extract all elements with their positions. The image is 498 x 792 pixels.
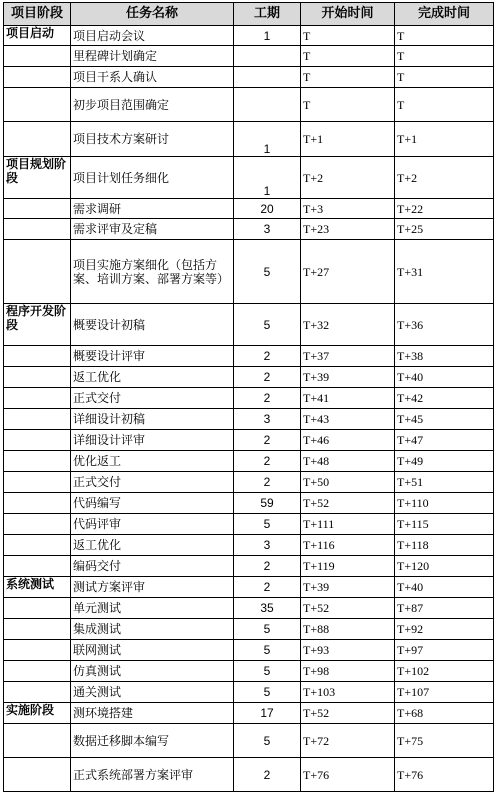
table-row xyxy=(4,661,494,682)
task-cell: 正式交付 xyxy=(71,388,234,409)
end-cell: T+1 xyxy=(395,122,494,157)
table-row xyxy=(4,88,494,122)
duration-cell: 2 xyxy=(234,346,301,367)
phase-cell: 项目启动 xyxy=(4,26,71,46)
end-cell: T+2 xyxy=(395,157,494,199)
start-cell: T+50 xyxy=(301,472,395,493)
task-cell: 代码编写 xyxy=(71,493,234,514)
duration-cell xyxy=(234,88,301,122)
task-cell: 测试方案评审 xyxy=(71,577,234,598)
end-cell: T+25 xyxy=(395,219,494,240)
phase-cell xyxy=(4,219,71,240)
duration-cell: 5 xyxy=(234,640,301,661)
table-row xyxy=(4,619,494,640)
table-row xyxy=(4,703,494,724)
end-cell: T xyxy=(395,88,494,122)
end-cell: T+76 xyxy=(395,758,494,792)
start-cell: T+119 xyxy=(301,556,395,577)
table-row xyxy=(4,472,494,493)
duration-cell xyxy=(234,67,301,88)
duration-cell: 2 xyxy=(234,472,301,493)
table-row xyxy=(4,346,494,367)
task-cell: 项目技术方案研讨 xyxy=(71,122,234,157)
start-cell: T+1 xyxy=(301,122,395,157)
phase-cell xyxy=(4,493,71,514)
task-cell: 项目干系人确认 xyxy=(71,67,234,88)
phase-cell xyxy=(4,430,71,451)
duration-cell: 2 xyxy=(234,758,301,792)
duration-cell: 5 xyxy=(234,724,301,758)
header-row xyxy=(4,3,494,26)
header-duration: 工期 xyxy=(234,3,301,26)
task-cell: 返工优化 xyxy=(71,535,234,556)
task-cell: 数据迁移脚本编写 xyxy=(71,724,234,758)
end-cell: T+36 xyxy=(395,304,494,346)
start-cell: T xyxy=(301,67,395,88)
table-row xyxy=(4,514,494,535)
phase-cell: 实施阶段 xyxy=(4,703,71,724)
phase-cell: 项目规划阶段 xyxy=(4,157,71,199)
duration-cell: 5 xyxy=(234,619,301,640)
table-row xyxy=(4,640,494,661)
duration-cell: 1 xyxy=(234,157,301,199)
start-cell: T+76 xyxy=(301,758,395,792)
task-cell: 概要设计初稿 xyxy=(71,304,234,346)
phase-cell xyxy=(4,367,71,388)
phase-cell xyxy=(4,535,71,556)
table-row xyxy=(4,240,494,304)
duration-cell: 17 xyxy=(234,703,301,724)
duration-cell: 5 xyxy=(234,661,301,682)
task-cell: 详细设计评审 xyxy=(71,430,234,451)
duration-cell: 2 xyxy=(234,451,301,472)
task-cell: 测环境搭建 xyxy=(71,703,234,724)
task-cell: 通关测试 xyxy=(71,682,234,703)
end-cell: T+51 xyxy=(395,472,494,493)
task-cell: 正式系统部署方案评审 xyxy=(71,758,234,792)
table-row xyxy=(4,758,494,792)
header-start: 开始时间 xyxy=(301,3,395,26)
duration-cell: 3 xyxy=(234,409,301,430)
task-cell: 概要设计评审 xyxy=(71,346,234,367)
table-row xyxy=(4,304,494,346)
end-cell: T+47 xyxy=(395,430,494,451)
end-cell: T+87 xyxy=(395,598,494,619)
task-cell: 里程碑计划确定 xyxy=(71,46,234,67)
task-cell: 集成测试 xyxy=(71,619,234,640)
duration-cell: 3 xyxy=(234,219,301,240)
start-cell: T+72 xyxy=(301,724,395,758)
phase-cell xyxy=(4,514,71,535)
start-cell: T+37 xyxy=(301,346,395,367)
table-row xyxy=(4,409,494,430)
table-row xyxy=(4,157,494,199)
header-phase: 项目阶段 xyxy=(4,3,71,26)
start-cell: T+52 xyxy=(301,493,395,514)
table-row xyxy=(4,535,494,556)
phase-cell xyxy=(4,724,71,758)
phase-cell xyxy=(4,199,71,219)
phase-cell xyxy=(4,619,71,640)
end-cell: T+120 xyxy=(395,556,494,577)
start-cell: T+2 xyxy=(301,157,395,199)
end-cell: T+92 xyxy=(395,619,494,640)
start-cell: T+52 xyxy=(301,703,395,724)
start-cell: T+103 xyxy=(301,682,395,703)
table-row xyxy=(4,451,494,472)
phase-cell xyxy=(4,88,71,122)
table-row xyxy=(4,388,494,409)
task-cell: 初步项目范围确定 xyxy=(71,88,234,122)
end-cell: T+102 xyxy=(395,661,494,682)
start-cell: T+3 xyxy=(301,199,395,219)
start-cell: T+27 xyxy=(301,240,395,304)
end-cell: T+68 xyxy=(395,703,494,724)
start-cell: T+39 xyxy=(301,577,395,598)
table-row xyxy=(4,67,494,88)
start-cell: T xyxy=(301,46,395,67)
start-cell: T+93 xyxy=(301,640,395,661)
task-cell: 返工优化 xyxy=(71,367,234,388)
table-row xyxy=(4,598,494,619)
phase-cell xyxy=(4,758,71,792)
duration-cell xyxy=(234,46,301,67)
task-cell: 项目计划任务细化 xyxy=(71,157,234,199)
start-cell: T+116 xyxy=(301,535,395,556)
table-row xyxy=(4,46,494,67)
duration-cell: 2 xyxy=(234,367,301,388)
header-end: 完成时间 xyxy=(395,3,494,26)
end-cell: T+31 xyxy=(395,240,494,304)
end-cell: T+107 xyxy=(395,682,494,703)
phase-cell: 系统测试 xyxy=(4,577,71,598)
phase-cell xyxy=(4,661,71,682)
task-cell: 代码评审 xyxy=(71,514,234,535)
task-cell: 详细设计初稿 xyxy=(71,409,234,430)
table-row xyxy=(4,430,494,451)
table-row xyxy=(4,367,494,388)
phase-cell xyxy=(4,409,71,430)
duration-cell: 2 xyxy=(234,577,301,598)
end-cell: T+40 xyxy=(395,577,494,598)
task-cell: 项目实施方案细化（包括方案、培训方案、部署方案等） xyxy=(71,240,234,304)
table-row xyxy=(4,556,494,577)
start-cell: T+41 xyxy=(301,388,395,409)
end-cell: T+40 xyxy=(395,367,494,388)
end-cell: T+75 xyxy=(395,724,494,758)
phase-cell xyxy=(4,122,71,157)
table-row xyxy=(4,26,494,46)
duration-cell: 5 xyxy=(234,304,301,346)
duration-cell: 5 xyxy=(234,514,301,535)
task-cell: 单元测试 xyxy=(71,598,234,619)
table-row xyxy=(4,199,494,219)
start-cell: T xyxy=(301,26,395,46)
phase-cell xyxy=(4,346,71,367)
end-cell: T+110 xyxy=(395,493,494,514)
start-cell: T+48 xyxy=(301,451,395,472)
table-row xyxy=(4,493,494,514)
end-cell: T+42 xyxy=(395,388,494,409)
phase-cell xyxy=(4,556,71,577)
end-cell: T+38 xyxy=(395,346,494,367)
phase-cell xyxy=(4,451,71,472)
duration-cell: 1 xyxy=(234,122,301,157)
end-cell: T xyxy=(395,46,494,67)
start-cell: T+88 xyxy=(301,619,395,640)
table-row xyxy=(4,122,494,157)
table-row xyxy=(4,577,494,598)
start-cell: T+111 xyxy=(301,514,395,535)
duration-cell: 59 xyxy=(234,493,301,514)
end-cell: T+49 xyxy=(395,451,494,472)
end-cell: T+115 xyxy=(395,514,494,535)
table-row xyxy=(4,724,494,758)
task-cell: 仿真测试 xyxy=(71,661,234,682)
start-cell: T+98 xyxy=(301,661,395,682)
task-cell: 优化返工 xyxy=(71,451,234,472)
start-cell: T+32 xyxy=(301,304,395,346)
task-cell: 联网测试 xyxy=(71,640,234,661)
phase-cell xyxy=(4,67,71,88)
start-cell: T+23 xyxy=(301,219,395,240)
duration-cell: 1 xyxy=(234,26,301,46)
duration-cell: 35 xyxy=(234,598,301,619)
phase-cell: 程序开发阶段 xyxy=(4,304,71,346)
duration-cell: 2 xyxy=(234,388,301,409)
phase-cell xyxy=(4,240,71,304)
end-cell: T+45 xyxy=(395,409,494,430)
task-cell: 需求调研 xyxy=(71,199,234,219)
start-cell: T+52 xyxy=(301,598,395,619)
duration-cell: 5 xyxy=(234,682,301,703)
table-body xyxy=(4,26,494,792)
task-cell: 项目启动会议 xyxy=(71,26,234,46)
duration-cell: 2 xyxy=(234,556,301,577)
duration-cell: 5 xyxy=(234,240,301,304)
start-cell: T+39 xyxy=(301,367,395,388)
task-cell: 编码交付 xyxy=(71,556,234,577)
header-task: 任务名称 xyxy=(71,3,234,26)
duration-cell: 3 xyxy=(234,535,301,556)
table-row xyxy=(4,682,494,703)
end-cell: T+97 xyxy=(395,640,494,661)
task-cell: 正式交付 xyxy=(71,472,234,493)
table-row xyxy=(4,219,494,240)
end-cell: T+118 xyxy=(395,535,494,556)
start-cell: T xyxy=(301,88,395,122)
phase-cell xyxy=(4,682,71,703)
phase-cell xyxy=(4,598,71,619)
end-cell: T xyxy=(395,26,494,46)
start-cell: T+46 xyxy=(301,430,395,451)
start-cell: T+43 xyxy=(301,409,395,430)
duration-cell: 20 xyxy=(234,199,301,219)
end-cell: T xyxy=(395,67,494,88)
phase-cell xyxy=(4,640,71,661)
end-cell: T+22 xyxy=(395,199,494,219)
phase-cell xyxy=(4,46,71,67)
schedule-table xyxy=(3,2,494,792)
duration-cell: 2 xyxy=(234,430,301,451)
task-cell: 需求评审及定稿 xyxy=(71,219,234,240)
phase-cell xyxy=(4,388,71,409)
phase-cell xyxy=(4,472,71,493)
